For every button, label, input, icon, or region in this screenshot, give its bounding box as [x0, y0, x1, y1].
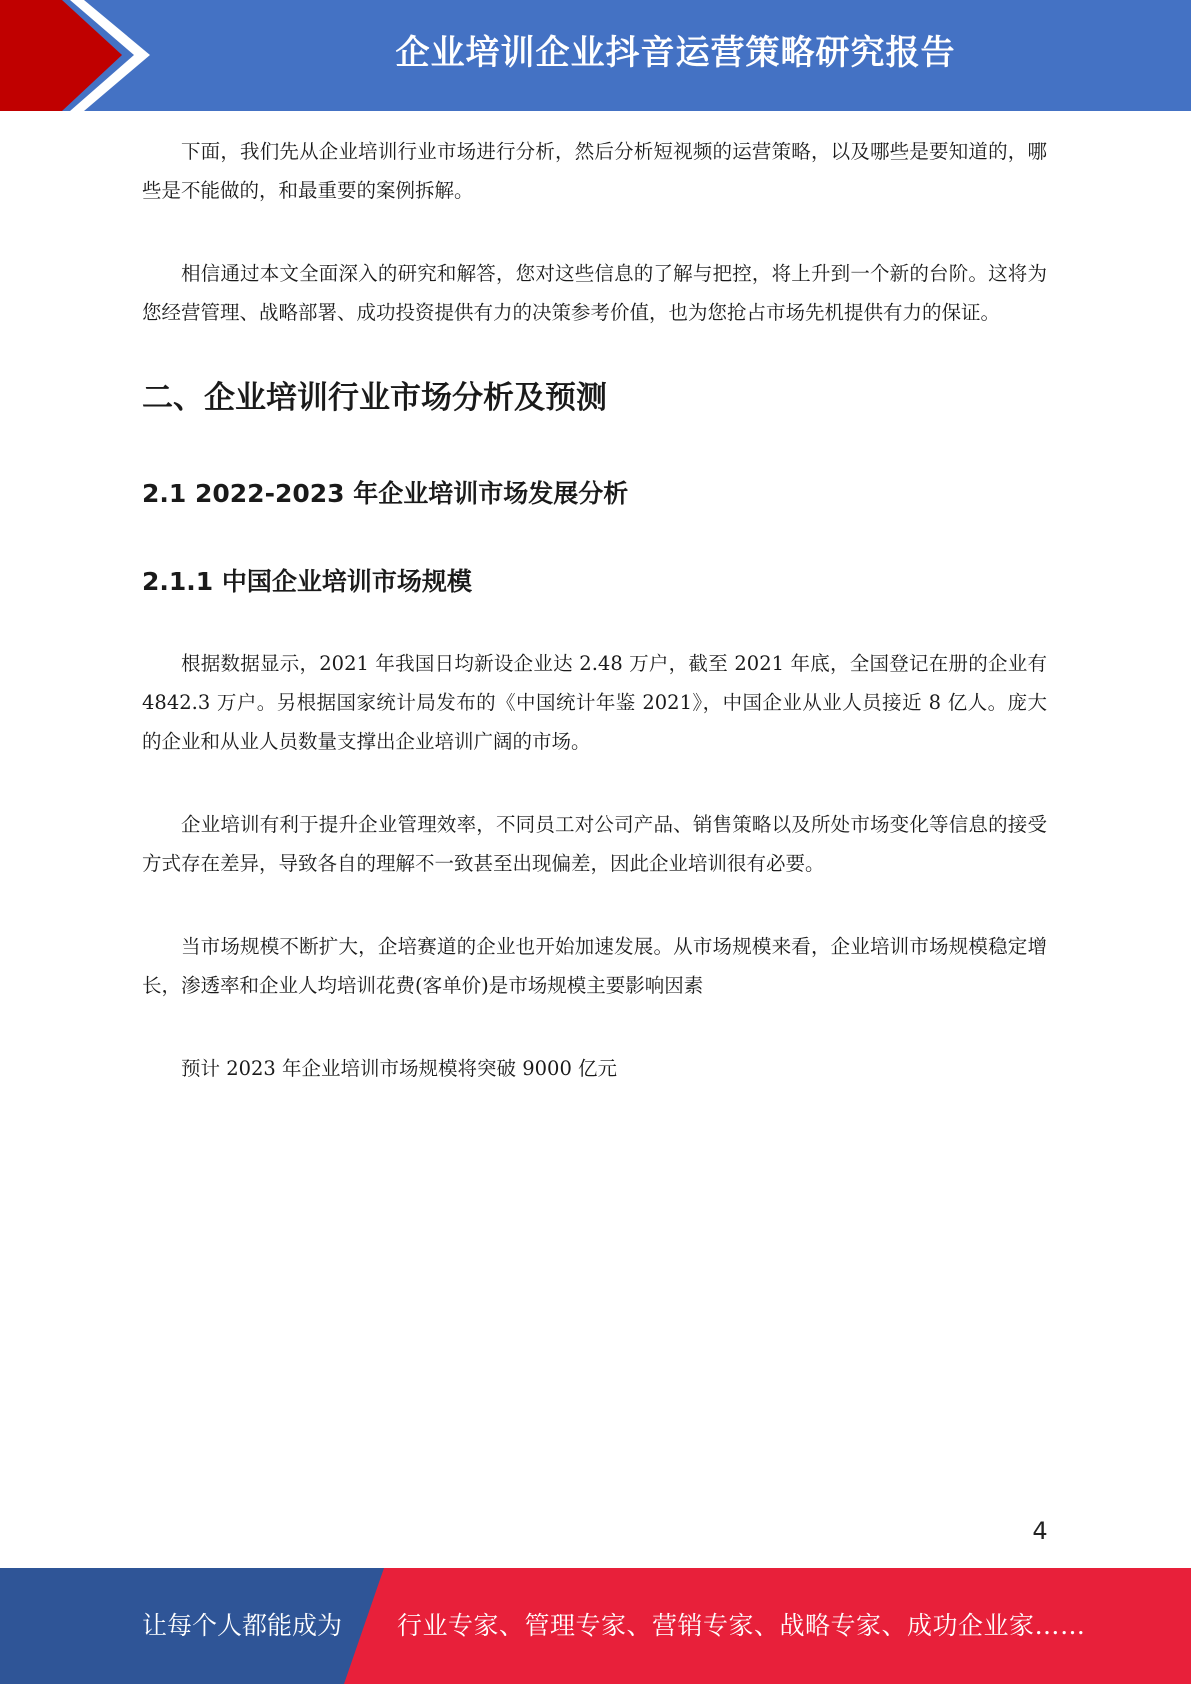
footer-slogan-left: 让每个人都能成为	[142, 1611, 343, 1640]
paragraph-intro: 下面，我们先从企业培训行业市场进行分析，然后分析短视频的运营策略，以及哪些是要知道的，哪些是不能做的，和最重要的案例拆解。	[142, 140, 1047, 202]
paragraph-forecast: 预计 2023 年企业培训市场规模将突破 9000 亿元	[181, 1057, 618, 1080]
paragraph-market-growth: 当市场规模不断扩大，企培赛道的企业也开始加速发展。从市场规模来看，企业培训市场规模稳定增长，渗透率和企业人均培训花费(客单价)是市场规模主要影响因素	[142, 935, 1047, 997]
subsubsection-heading: 2.1.1 中国企业培训市场规模	[142, 567, 472, 596]
page-number: 4	[1032, 1517, 1048, 1545]
section-heading: 二、企业培训行业市场分析及预测	[142, 380, 607, 416]
subsection-heading: 2.1 2022-2023 年企业培训市场发展分析	[142, 479, 629, 508]
paragraph-market-data: 根据数据显示，2021 年我国日均新设企业达 2.48 万户，截至 2021 年底，全国登记在册的企业有 4842.3 万户。另根据国家统计局发布的《中国统计年鉴 2021》，中国企业从业人员接近 8 亿人。庞大的企业和从业人员数量支撑出企业培训广阔的市场。	[142, 652, 1047, 753]
paragraph-value: 相信通过本文全面深入的研究和解答，您对这些信息的了解与把控，将上升到一个新的台阶。这将为您经营管理、战略部署、成功投资提供有力的决策参考价值，也为您抢占市场先机提供有力的保证。	[142, 262, 1047, 324]
header-arrow-decoration	[0, 0, 160, 111]
footer-slogan-right: 行业专家、管理专家、营销专家、战略专家、成功企业家……	[397, 1611, 1086, 1640]
page-footer	[0, 1568, 1191, 1684]
page-header	[0, 0, 1191, 111]
paragraph-training-benefit: 企业培训有利于提升企业管理效率，不同员工对公司产品、销售策略以及所处市场变化等信息的接受方式存在差异，导致各自的理解不一致甚至出现偏差，因此企业培训很有必要。	[142, 813, 1047, 875]
page-content	[142, 132, 1047, 1088]
document-title: 企业培训企业抖音运营策略研究报告	[395, 33, 956, 73]
